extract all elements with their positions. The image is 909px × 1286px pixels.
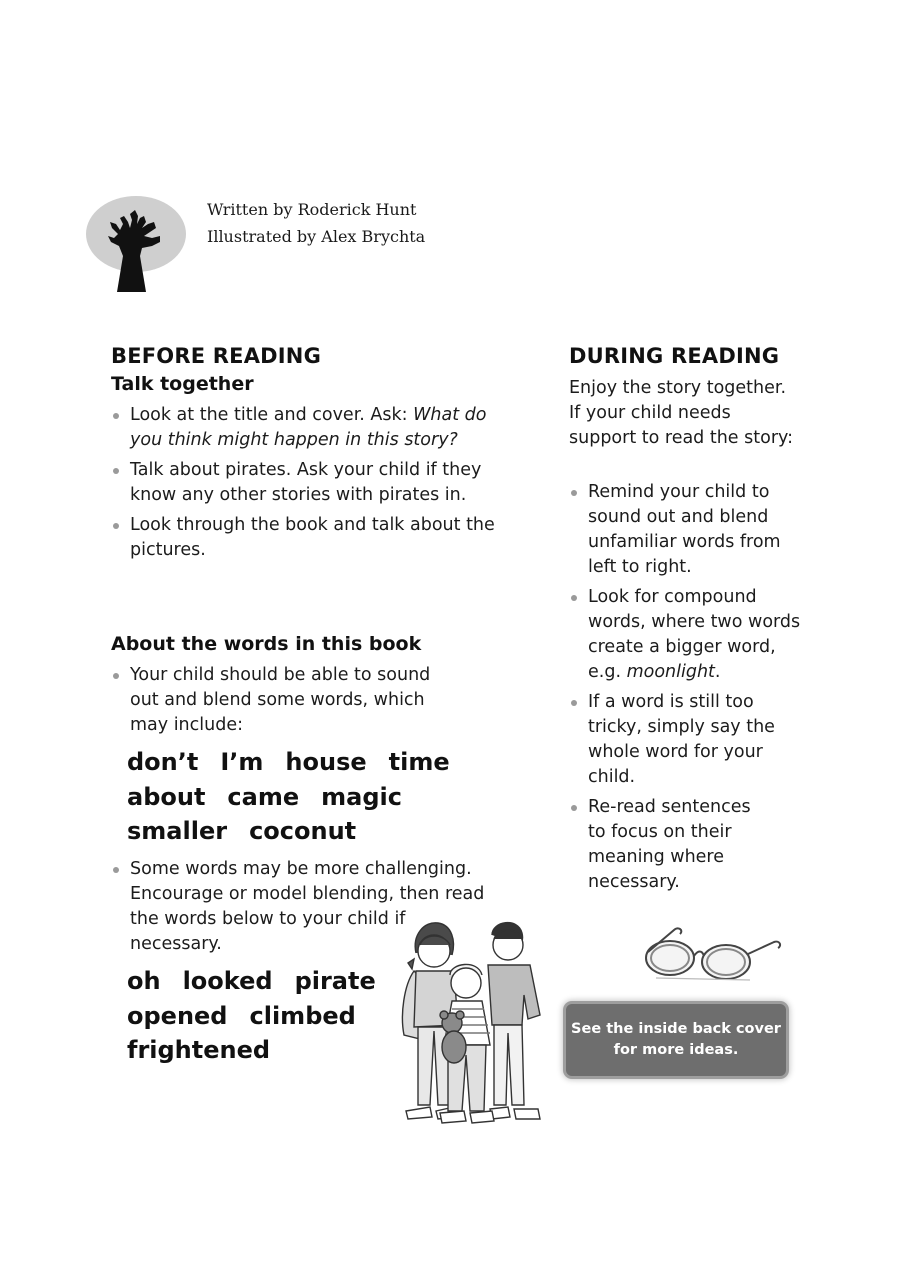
children-illustration	[394, 915, 550, 1127]
word: time	[388, 748, 450, 776]
word: coconut	[249, 817, 357, 845]
note-line-1: See the inside back cover	[571, 1021, 781, 1037]
word: don’t	[127, 748, 199, 776]
credits	[207, 196, 425, 250]
list-item: Talk about pirates. Ask your child if they know any other stories with pirates in.	[111, 458, 511, 508]
during-reading-heading: DURING READING	[569, 344, 780, 368]
list-item: Your child should be able to sound out and blend some words, which may include:	[111, 663, 456, 738]
word: house	[285, 748, 367, 776]
author-credit: Written by Roderick Hunt	[207, 200, 417, 219]
word: looked	[182, 967, 273, 995]
during-reading-list	[569, 480, 801, 900]
illustrator-credit: Illustrated by Alex Brychta	[207, 227, 426, 246]
word: about	[127, 782, 206, 811]
more-ideas-note	[566, 1004, 786, 1076]
about-words-list-1	[111, 663, 456, 743]
word: oh	[127, 967, 161, 995]
list-item: Re-read sentences to focus on their meaning where necessary.	[569, 795, 773, 895]
word: smaller	[127, 817, 228, 845]
word: pirate	[294, 967, 376, 995]
word: I’m	[220, 748, 264, 776]
before-reading-heading: BEFORE READING	[111, 344, 322, 368]
word: frightened	[127, 1036, 271, 1064]
list-item: Remind your child to sound out and blend unfamiliar words from left to right.	[569, 480, 801, 580]
word: climbed	[249, 1001, 356, 1030]
list-item: Look for compound words, where two words create a bigger word, e.g. moonlight.	[569, 585, 801, 685]
word: came	[227, 782, 300, 811]
tree-logo-icon	[86, 194, 190, 294]
challenge-word-list	[127, 964, 398, 1068]
list-item: Some words may be more challenging. Encourage or model blending, then read the words below to your child if necessary.	[111, 857, 496, 957]
note-line-2: for more ideas.	[613, 1042, 739, 1058]
magnifying-glasses-icon	[640, 922, 785, 984]
talk-together-heading: Talk together	[111, 373, 254, 395]
word: magic	[321, 782, 402, 811]
list-item: Look through the book and talk about the pictures.	[111, 513, 511, 563]
during-reading-intro: Enjoy the story together. If your child needs support to read the story:	[569, 378, 793, 448]
about-words-heading: About the words in this book	[111, 633, 422, 655]
decodable-word-list	[127, 745, 472, 849]
talk-together-list	[111, 403, 511, 568]
list-item: If a word is still too tricky, simply say the whole word for your child.	[569, 690, 801, 790]
list-item: Look at the title and cover. Ask: What do you think might happen in this story?	[111, 403, 511, 453]
word: opened	[127, 1001, 228, 1030]
